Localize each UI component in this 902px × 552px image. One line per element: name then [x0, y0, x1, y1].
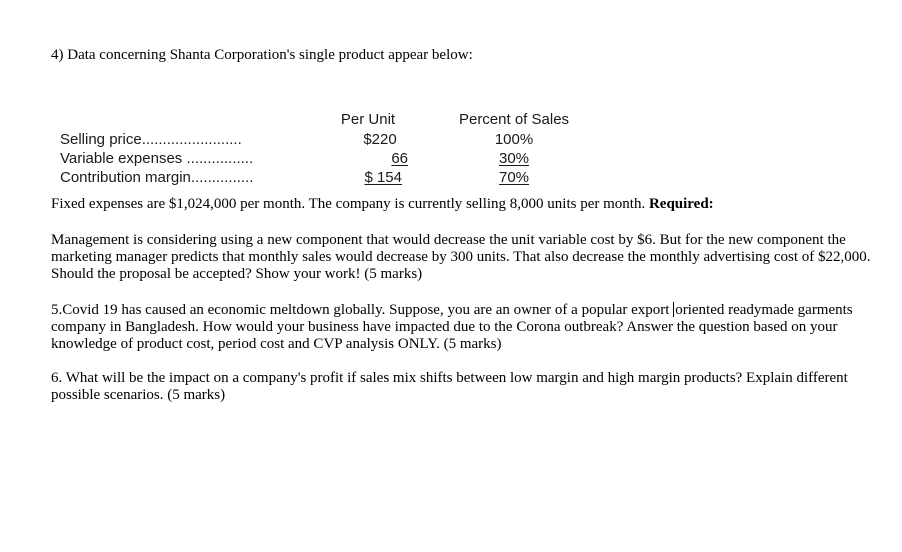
percent-value: 30% [498, 150, 530, 167]
row-label-text: Contribution margin [60, 169, 191, 186]
question-5-text-start: 5.Covid 19 has caused an economic meltdown globally. Suppose, you are an owner of a popular export [51, 302, 674, 318]
table-row-label [60, 131, 242, 149]
question-4-intro: 4) Data concerning Shanta Corporation's single product appear below: [51, 47, 473, 63]
question-5 [51, 302, 871, 353]
per-unit-value: 66 [391, 150, 408, 167]
fixed-expenses-text: Fixed expenses are $1,024,000 per month. The company is currently selling 8,000 units per month. [51, 196, 649, 212]
leader-dots: ................ [182, 150, 254, 167]
row-label-text: Selling price [60, 131, 142, 148]
percent-value: 100% [494, 131, 534, 148]
per-unit-value: $220 [363, 131, 397, 148]
required-label: Required: [648, 196, 714, 212]
row-label-text: Variable expenses [60, 150, 183, 167]
leader-dots: ........................ [141, 131, 242, 148]
percent-of-sales-header: Percent of Sales [458, 111, 570, 128]
management-question: Management is considering using a new component that would decrease the unit variable cost by $6. But for the new component the marketing manager predicts that monthly sales would decrease by 300 units. That also decrease the monthly advertising cost of $22,000. Should the proposal be accepted? Show your work! (5 marks) [51, 232, 871, 282]
per-unit-header: Per Unit [340, 111, 396, 128]
fixed-expenses-line [51, 196, 714, 213]
percent-value: 70% [498, 169, 530, 186]
question-5-text-end: oriented readymade garments company in Bangladesh. How would your business have impacted due to the Corona outbreak? Answer the question based on your knowledge of product cost, period cost and CVP analysis ONLY. (5 marks) [51, 302, 853, 352]
table-row-label [60, 169, 253, 187]
table-row-label [60, 150, 253, 168]
question-6: 6. What will be the impact on a company's profit if sales mix shifts between low margin and high margin products? Explain different possible scenarios. (5 marks) [51, 370, 848, 403]
leader-dots: ............... [190, 169, 254, 186]
per-unit-value: $ 154 [364, 169, 402, 186]
